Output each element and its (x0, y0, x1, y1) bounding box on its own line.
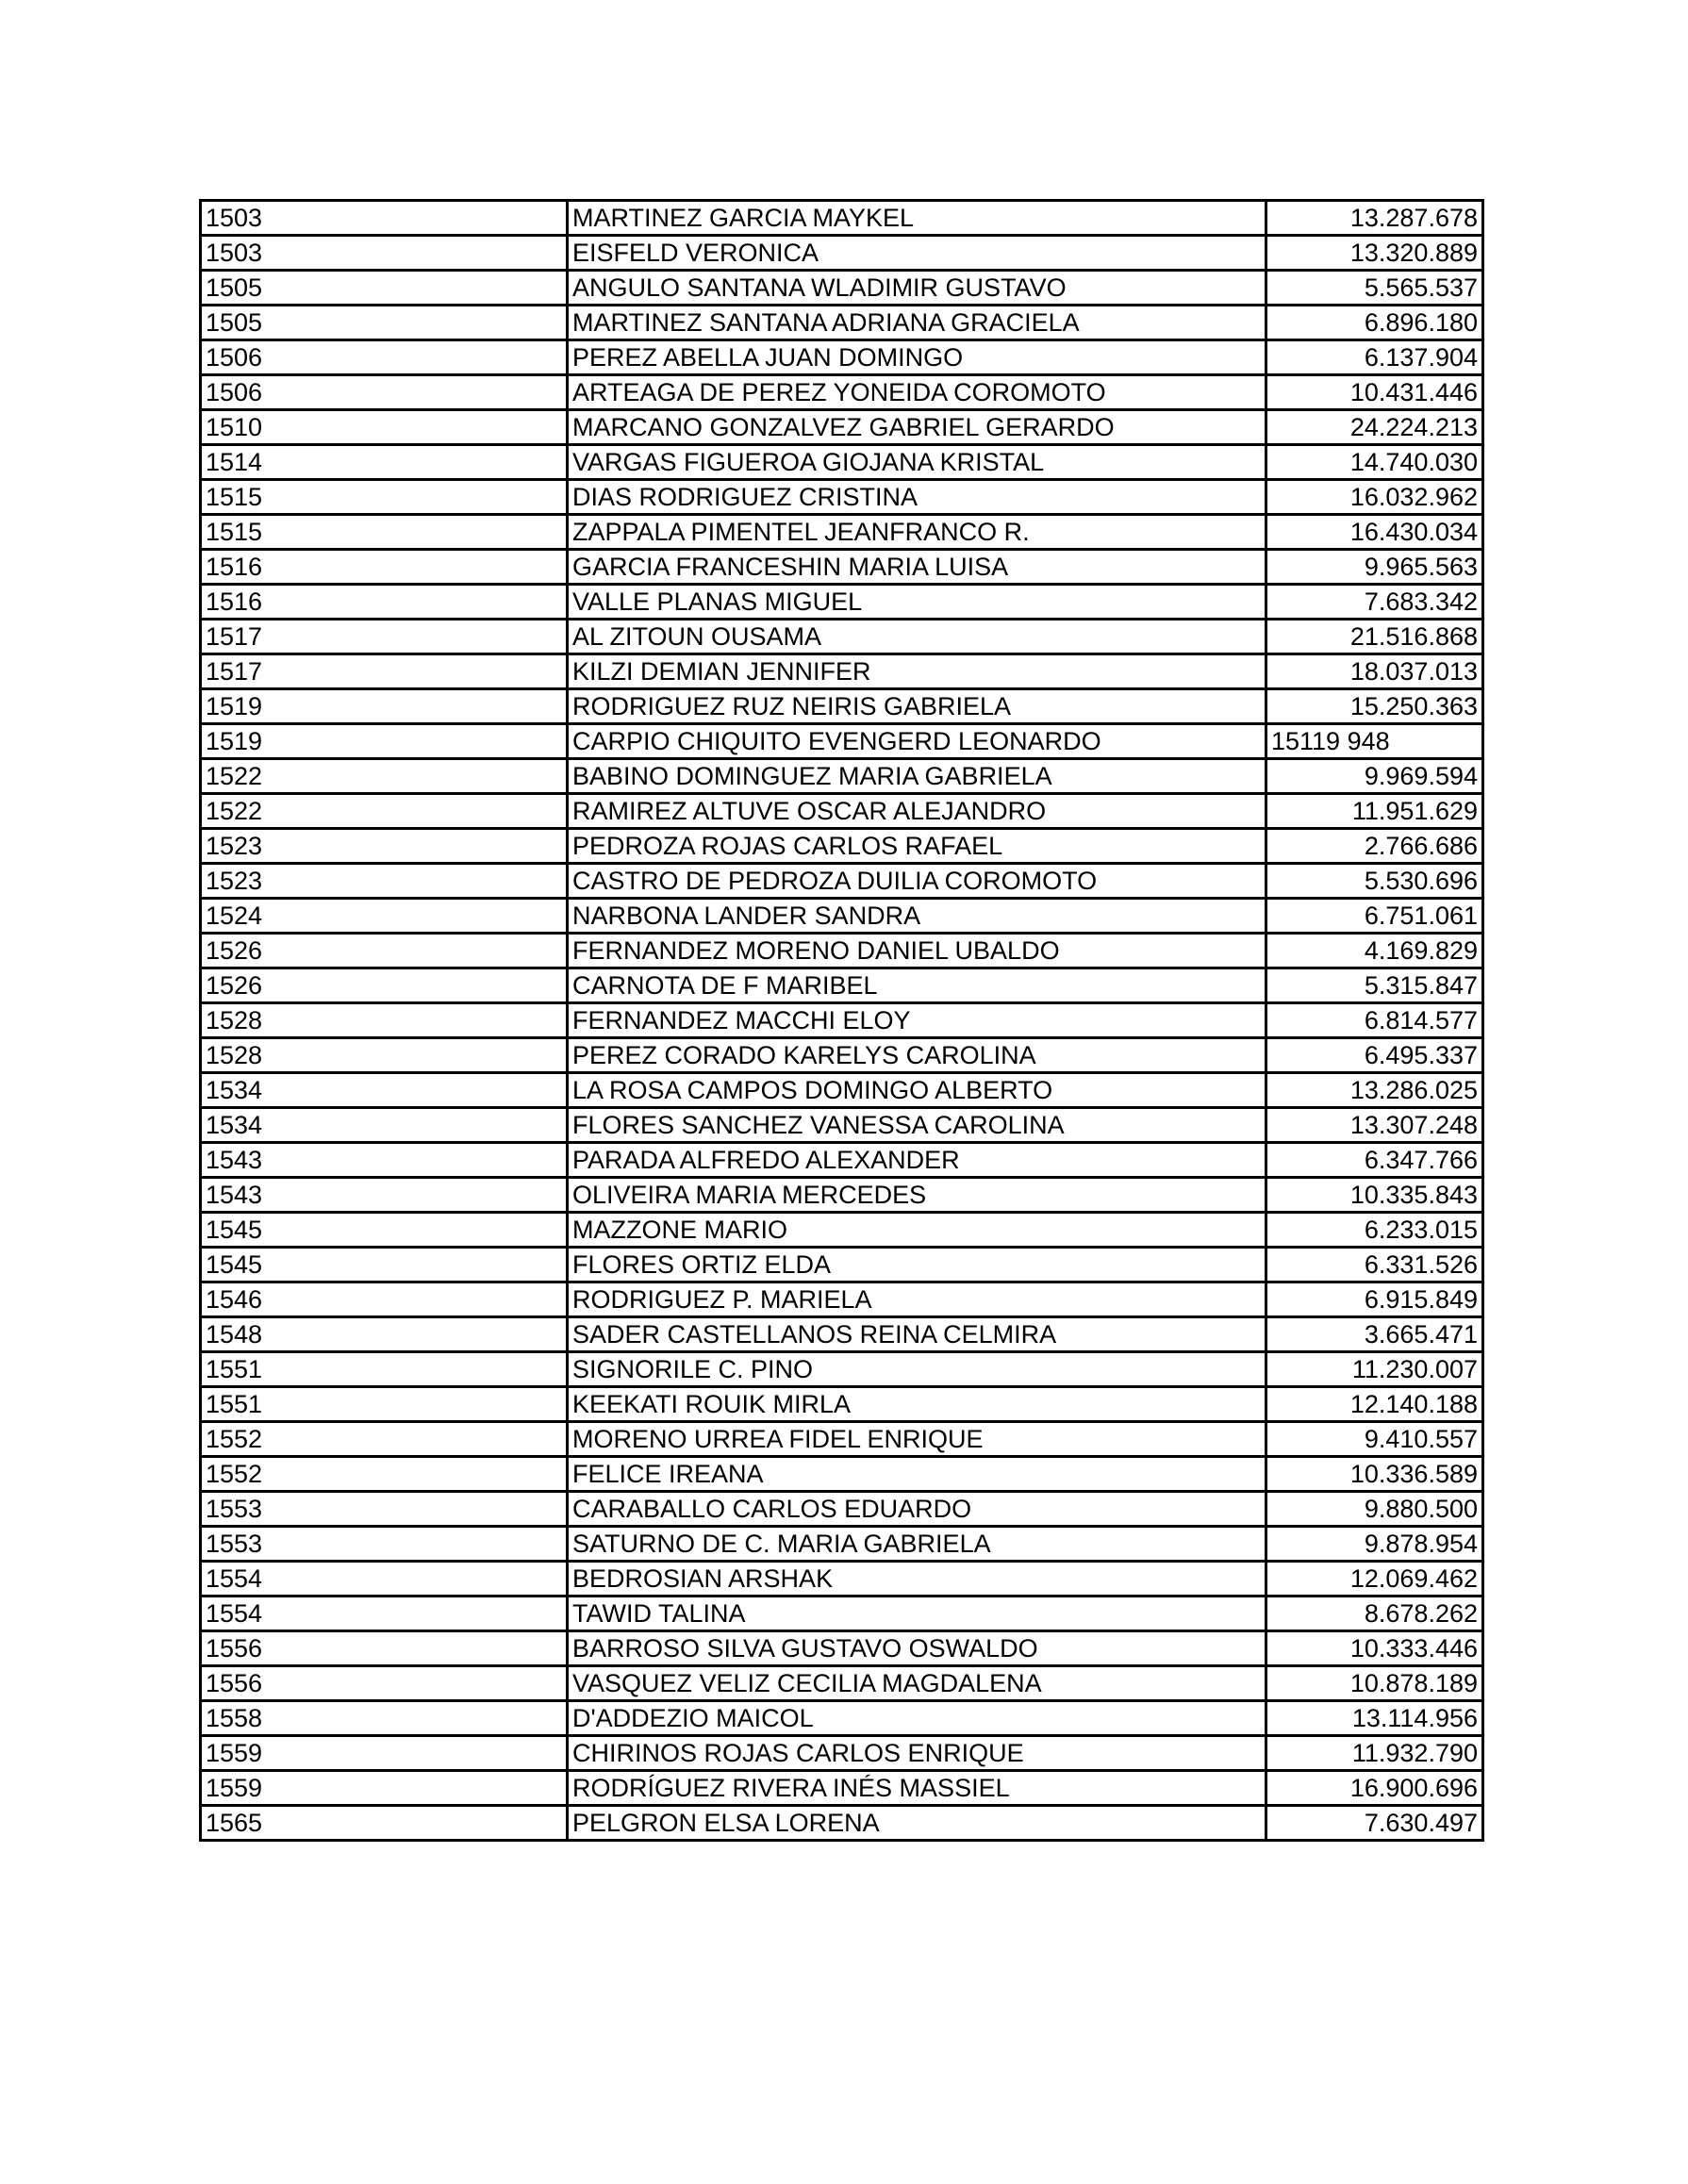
table-row (201, 1387, 1483, 1422)
owner-name-cell: BABINO DOMINGUEZ MARIA GABRIELA (568, 759, 1266, 794)
amount-cell: 10.431.446 (1266, 375, 1483, 410)
amount-cell: 16.032.962 (1266, 480, 1483, 515)
table-row (201, 689, 1483, 724)
table-row (201, 1457, 1483, 1492)
owner-name-cell: FERNANDEZ MACCHI ELOY (568, 1003, 1266, 1038)
owner-name-cell: MARCANO GONZALVEZ GABRIEL GERARDO (568, 410, 1266, 445)
unit-number-cell: 1517 (201, 620, 568, 654)
owner-name-cell: PARADA ALFREDO ALEXANDER (568, 1143, 1266, 1178)
amount-cell: 16.430.034 (1266, 515, 1483, 550)
table-row (201, 1213, 1483, 1248)
table-row (201, 1352, 1483, 1387)
unit-number-cell: 1523 (201, 829, 568, 864)
owner-name-cell: PEREZ CORADO KARELYS CAROLINA (568, 1038, 1266, 1073)
amount-cell: 6.233.015 (1266, 1213, 1483, 1248)
table-row (201, 515, 1483, 550)
owners-table-body (201, 201, 1483, 1841)
owner-name-cell: VASQUEZ VELIZ CECILIA MAGDALENA (568, 1666, 1266, 1701)
amount-cell: 5.565.537 (1266, 271, 1483, 306)
table-row (201, 1771, 1483, 1806)
unit-number-cell: 1522 (201, 794, 568, 829)
owner-name-cell: BARROSO SILVA GUSTAVO OSWALDO (568, 1631, 1266, 1666)
unit-number-cell: 1526 (201, 968, 568, 1003)
table-row (201, 271, 1483, 306)
amount-cell: 13.287.678 (1266, 201, 1483, 236)
table-row (201, 445, 1483, 480)
owner-name-cell: PELGRON ELSA LORENA (568, 1806, 1266, 1841)
table-row (201, 201, 1483, 236)
unit-number-cell: 1553 (201, 1492, 568, 1527)
amount-cell: 6.896.180 (1266, 306, 1483, 340)
unit-number-cell: 1552 (201, 1457, 568, 1492)
owner-name-cell: AL ZITOUN OUSAMA (568, 620, 1266, 654)
table-row (201, 340, 1483, 375)
unit-number-cell: 1556 (201, 1631, 568, 1666)
table-row (201, 829, 1483, 864)
table-row (201, 585, 1483, 620)
amount-cell: 5.315.847 (1266, 968, 1483, 1003)
amount-cell: 12.069.462 (1266, 1562, 1483, 1597)
table-row (201, 1631, 1483, 1666)
unit-number-cell: 1554 (201, 1562, 568, 1597)
owners-table (199, 199, 1484, 1842)
amount-cell: 3.665.471 (1266, 1317, 1483, 1352)
amount-cell: 15.250.363 (1266, 689, 1483, 724)
unit-number-cell: 1528 (201, 1038, 568, 1073)
owner-name-cell: PEREZ ABELLA JUAN DOMINGO (568, 340, 1266, 375)
table-row (201, 1073, 1483, 1108)
owner-name-cell: LA ROSA CAMPOS DOMINGO ALBERTO (568, 1073, 1266, 1108)
amount-cell: 6.137.904 (1266, 340, 1483, 375)
table-row (201, 1422, 1483, 1457)
table-row (201, 1597, 1483, 1631)
unit-number-cell: 1551 (201, 1387, 568, 1422)
unit-number-cell: 1528 (201, 1003, 568, 1038)
owner-name-cell: D'ADDEZIO MAICOL (568, 1701, 1266, 1736)
unit-number-cell: 1545 (201, 1213, 568, 1248)
amount-cell: 6.915.849 (1266, 1282, 1483, 1317)
amount-cell: 10.335.843 (1266, 1178, 1483, 1213)
owner-name-cell: CHIRINOS ROJAS CARLOS ENRIQUE (568, 1736, 1266, 1771)
unit-number-cell: 1554 (201, 1597, 568, 1631)
table-row (201, 724, 1483, 759)
owner-name-cell: FERNANDEZ MORENO DANIEL UBALDO (568, 934, 1266, 968)
owner-name-cell: GARCIA FRANCESHIN MARIA LUISA (568, 550, 1266, 585)
table-row (201, 1248, 1483, 1282)
table-row (201, 1806, 1483, 1841)
table-row (201, 550, 1483, 585)
amount-cell: 13.307.248 (1266, 1108, 1483, 1143)
amount-cell: 6.751.061 (1266, 899, 1483, 934)
table-row (201, 306, 1483, 340)
amount-cell: 14.740.030 (1266, 445, 1483, 480)
owner-name-cell: SADER CASTELLANOS REINA CELMIRA (568, 1317, 1266, 1352)
unit-number-cell: 1505 (201, 306, 568, 340)
owner-name-cell: CARPIO CHIQUITO EVENGERD LEONARDO (568, 724, 1266, 759)
owner-name-cell: MORENO URREA FIDEL ENRIQUE (568, 1422, 1266, 1457)
amount-cell: 21.516.868 (1266, 620, 1483, 654)
amount-cell: 5.530.696 (1266, 864, 1483, 899)
unit-number-cell: 1556 (201, 1666, 568, 1701)
amount-cell: 2.766.686 (1266, 829, 1483, 864)
unit-number-cell: 1503 (201, 236, 568, 271)
amount-cell: 7.630.497 (1266, 1806, 1483, 1841)
unit-number-cell: 1503 (201, 201, 568, 236)
table-row (201, 1038, 1483, 1073)
amount-cell: 11.932.790 (1266, 1736, 1483, 1771)
owner-name-cell: DIAS RODRIGUEZ CRISTINA (568, 480, 1266, 515)
table-row (201, 1666, 1483, 1701)
amount-cell: 6.331.526 (1266, 1248, 1483, 1282)
table-row (201, 1143, 1483, 1178)
table-row (201, 1492, 1483, 1527)
unit-number-cell: 1534 (201, 1073, 568, 1108)
unit-number-cell: 1543 (201, 1143, 568, 1178)
unit-number-cell: 1516 (201, 550, 568, 585)
unit-number-cell: 1552 (201, 1422, 568, 1457)
owner-name-cell: OLIVEIRA MARIA MERCEDES (568, 1178, 1266, 1213)
unit-number-cell: 1510 (201, 410, 568, 445)
unit-number-cell: 1522 (201, 759, 568, 794)
owner-name-cell: ANGULO SANTANA WLADIMIR GUSTAVO (568, 271, 1266, 306)
unit-number-cell: 1505 (201, 271, 568, 306)
owner-name-cell: SIGNORILE C. PINO (568, 1352, 1266, 1387)
amount-cell: 9.965.563 (1266, 550, 1483, 585)
unit-number-cell: 1546 (201, 1282, 568, 1317)
table-row (201, 934, 1483, 968)
owner-name-cell: FLORES ORTIZ ELDA (568, 1248, 1266, 1282)
table-row (201, 1282, 1483, 1317)
unit-number-cell: 1515 (201, 515, 568, 550)
owner-name-cell: FLORES SANCHEZ VANESSA CAROLINA (568, 1108, 1266, 1143)
amount-cell: 6.814.577 (1266, 1003, 1483, 1038)
table-row (201, 1108, 1483, 1143)
table-row (201, 375, 1483, 410)
owner-name-cell: ARTEAGA DE PEREZ YONEIDA COROMOTO (568, 375, 1266, 410)
owner-name-cell: RODRÍGUEZ RIVERA INÉS MASSIEL (568, 1771, 1266, 1806)
unit-number-cell: 1565 (201, 1806, 568, 1841)
amount-cell: 9.880.500 (1266, 1492, 1483, 1527)
owner-name-cell: CASTRO DE PEDROZA DUILIA COROMOTO (568, 864, 1266, 899)
table-row (201, 759, 1483, 794)
amount-cell: 12.140.188 (1266, 1387, 1483, 1422)
owner-name-cell: RODRIGUEZ RUZ NEIRIS GABRIELA (568, 689, 1266, 724)
unit-number-cell: 1543 (201, 1178, 568, 1213)
unit-number-cell: 1526 (201, 934, 568, 968)
table-row (201, 654, 1483, 689)
unit-number-cell: 1519 (201, 689, 568, 724)
unit-number-cell: 1506 (201, 340, 568, 375)
owner-name-cell: FELICE IREANA (568, 1457, 1266, 1492)
owner-name-cell: EISFELD VERONICA (568, 236, 1266, 271)
table-row (201, 236, 1483, 271)
unit-number-cell: 1551 (201, 1352, 568, 1387)
amount-cell: 13.114.956 (1266, 1701, 1483, 1736)
unit-number-cell: 1519 (201, 724, 568, 759)
amount-cell: 18.037.013 (1266, 654, 1483, 689)
table-row (201, 410, 1483, 445)
owner-name-cell: CARNOTA DE F MARIBEL (568, 968, 1266, 1003)
amount-cell: 24.224.213 (1266, 410, 1483, 445)
table-row (201, 1527, 1483, 1562)
amount-cell: 15119 948 (1266, 724, 1483, 759)
owner-name-cell: VALLE PLANAS MIGUEL (568, 585, 1266, 620)
unit-number-cell: 1523 (201, 864, 568, 899)
owner-name-cell: VARGAS FIGUEROA GIOJANA KRISTAL (568, 445, 1266, 480)
table-row (201, 968, 1483, 1003)
owner-name-cell: TAWID TALINA (568, 1597, 1266, 1631)
table-row (201, 1736, 1483, 1771)
table-row (201, 864, 1483, 899)
unit-number-cell: 1534 (201, 1108, 568, 1143)
unit-number-cell: 1559 (201, 1736, 568, 1771)
table-row (201, 899, 1483, 934)
unit-number-cell: 1516 (201, 585, 568, 620)
unit-number-cell: 1514 (201, 445, 568, 480)
owner-name-cell: RAMIREZ ALTUVE OSCAR ALEJANDRO (568, 794, 1266, 829)
amount-cell: 6.495.337 (1266, 1038, 1483, 1073)
unit-number-cell: 1559 (201, 1771, 568, 1806)
unit-number-cell: 1558 (201, 1701, 568, 1736)
unit-number-cell: 1506 (201, 375, 568, 410)
owner-name-cell: RODRIGUEZ P. MARIELA (568, 1282, 1266, 1317)
owner-name-cell: SATURNO DE C. MARIA GABRIELA (568, 1527, 1266, 1562)
amount-cell: 9.410.557 (1266, 1422, 1483, 1457)
amount-cell: 13.320.889 (1266, 236, 1483, 271)
table-row (201, 1701, 1483, 1736)
table-row (201, 620, 1483, 654)
owner-name-cell: MAZZONE MARIO (568, 1213, 1266, 1248)
owner-name-cell: KILZI DEMIAN JENNIFER (568, 654, 1266, 689)
owner-name-cell: CARABALLO CARLOS EDUARDO (568, 1492, 1266, 1527)
amount-cell: 4.169.829 (1266, 934, 1483, 968)
table-row (201, 1317, 1483, 1352)
amount-cell: 10.336.589 (1266, 1457, 1483, 1492)
amount-cell: 10.333.446 (1266, 1631, 1483, 1666)
amount-cell: 9.878.954 (1266, 1527, 1483, 1562)
table-row (201, 480, 1483, 515)
amount-cell: 16.900.696 (1266, 1771, 1483, 1806)
unit-number-cell: 1515 (201, 480, 568, 515)
owner-name-cell: BEDROSIAN ARSHAK (568, 1562, 1266, 1597)
amount-cell: 8.678.262 (1266, 1597, 1483, 1631)
table-row (201, 794, 1483, 829)
owner-name-cell: MARTINEZ GARCIA MAYKEL (568, 201, 1266, 236)
unit-number-cell: 1545 (201, 1248, 568, 1282)
table-row (201, 1178, 1483, 1213)
owner-name-cell: KEEKATI ROUIK MIRLA (568, 1387, 1266, 1422)
unit-number-cell: 1548 (201, 1317, 568, 1352)
unit-number-cell: 1517 (201, 654, 568, 689)
amount-cell: 6.347.766 (1266, 1143, 1483, 1178)
document-page (199, 199, 1481, 1842)
unit-number-cell: 1553 (201, 1527, 568, 1562)
unit-number-cell: 1524 (201, 899, 568, 934)
owner-name-cell: MARTINEZ SANTANA ADRIANA GRACIELA (568, 306, 1266, 340)
amount-cell: 13.286.025 (1266, 1073, 1483, 1108)
table-row (201, 1562, 1483, 1597)
amount-cell: 11.951.629 (1266, 794, 1483, 829)
amount-cell: 7.683.342 (1266, 585, 1483, 620)
amount-cell: 11.230.007 (1266, 1352, 1483, 1387)
amount-cell: 10.878.189 (1266, 1666, 1483, 1701)
amount-cell: 9.969.594 (1266, 759, 1483, 794)
owner-name-cell: PEDROZA ROJAS CARLOS RAFAEL (568, 829, 1266, 864)
owner-name-cell: ZAPPALA PIMENTEL JEANFRANCO R. (568, 515, 1266, 550)
table-row (201, 1003, 1483, 1038)
owner-name-cell: NARBONA LANDER SANDRA (568, 899, 1266, 934)
